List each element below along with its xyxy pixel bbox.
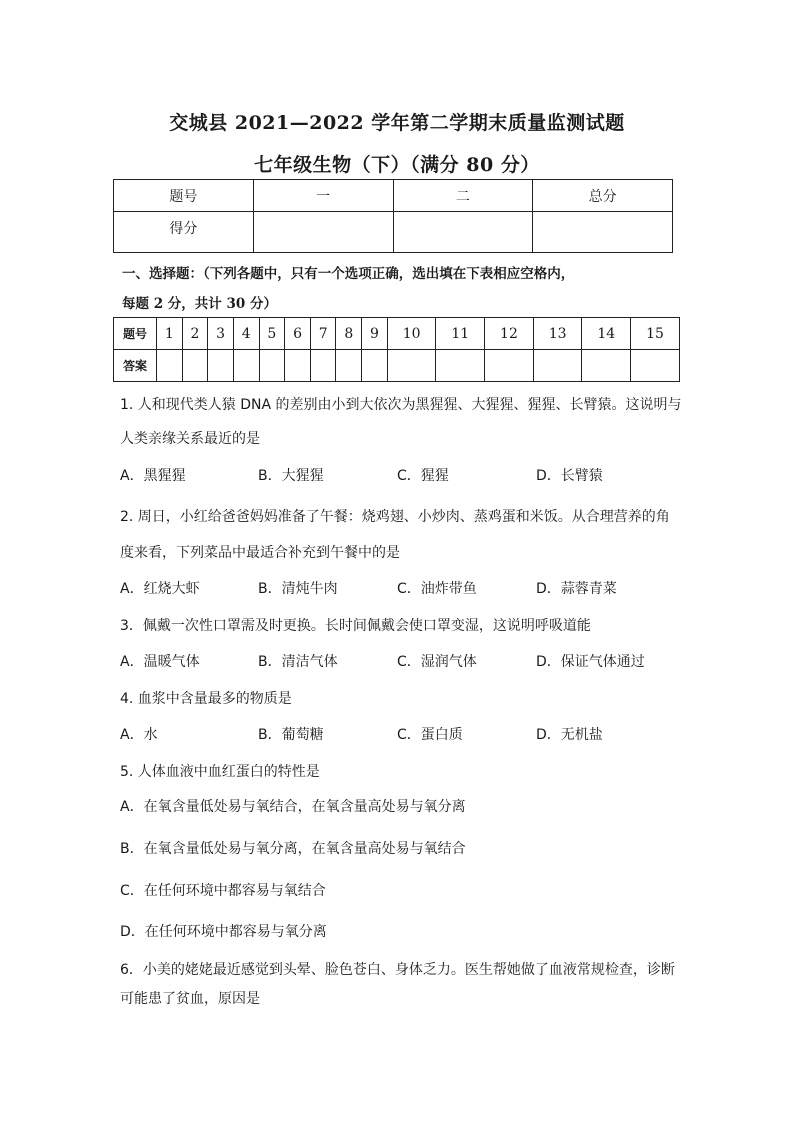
score-header-part2: 二 <box>393 180 533 212</box>
answer-cell-13[interactable] <box>533 350 582 382</box>
exam-title: 交城县 2021—2022 学年第二学期末质量监测试题 <box>169 112 625 134</box>
q1-option-b: B．大猩猩 <box>258 468 324 484</box>
q3-option-c: C．湿润气体 <box>397 654 477 670</box>
score-cell-total[interactable] <box>533 212 673 253</box>
q6-line1: 6．小美的姥姥最近感觉到头晕、脸色苍白、身体乏力。医生帮她做了血液常规检查，诊断 <box>120 962 675 978</box>
q2-option-a: A．红烧大虾 <box>120 581 200 597</box>
q2-option-c: C．油炸带鱼 <box>397 581 477 597</box>
q4-option-c: C．蛋白质 <box>397 727 463 743</box>
section1-instructions-line2: 每题 2 分，共计 30 分） <box>122 296 277 312</box>
answer-number-3: 3 <box>208 318 234 350</box>
answer-number-4: 4 <box>233 318 259 350</box>
answer-number-10: 10 <box>387 318 436 350</box>
answer-table-answer-label: 答案 <box>114 350 157 382</box>
q5-option-c: C．在任何环境中都容易与氧结合 <box>120 883 326 899</box>
q1-option-d: D．长臂猿 <box>536 468 603 484</box>
q1-option-c: C．猩猩 <box>397 468 449 484</box>
q3-option-d: D．保证气体通过 <box>536 654 645 670</box>
q5-option-b: B．在氧含量低处易与氧分离，在氧含量高处易与氧结合 <box>120 841 466 857</box>
q1-line1: 1. 人和现代类人猿 DNA 的差别由小到大依次为黑猩猩、大猩猩、猩猩、长臂猿。这说明与 <box>120 397 682 413</box>
q1-option-a: A．黑猩猩 <box>120 468 186 484</box>
q2-option-d: D．蒜蓉青菜 <box>536 581 617 597</box>
answer-cell-9[interactable] <box>362 350 388 382</box>
answer-number-12: 12 <box>485 318 534 350</box>
q5-option-d: D．在任何环境中都容易与氧分离 <box>120 924 327 940</box>
answer-number-1: 1 <box>157 318 183 350</box>
answer-number-6: 6 <box>285 318 311 350</box>
answer-number-15: 15 <box>631 318 680 350</box>
q4-option-a: A．水 <box>120 727 158 743</box>
exam-subtitle: 七年级生物（下）（满分 80 分） <box>254 154 540 176</box>
q1-line2: 人类亲缘关系最近的是 <box>120 431 260 447</box>
section1-instructions-line1: 一、选择题：（下列各题中，只有一个选项正确，选出填在下表相应空格内， <box>122 266 575 282</box>
q4-line1: 4. 血浆中含量最多的物质是 <box>120 691 292 707</box>
answer-cell-15[interactable] <box>631 350 680 382</box>
answer-cell-8[interactable] <box>336 350 362 382</box>
answer-number-8: 8 <box>336 318 362 350</box>
answer-cell-2[interactable] <box>182 350 208 382</box>
answer-cell-4[interactable] <box>233 350 259 382</box>
score-cell-part2[interactable] <box>393 212 533 253</box>
answer-cell-5[interactable] <box>259 350 285 382</box>
answer-cell-14[interactable] <box>582 350 631 382</box>
answer-cell-3[interactable] <box>208 350 234 382</box>
q5-option-a: A．在氧含量低处易与氧结合，在氧含量高处易与氧分离 <box>120 799 466 815</box>
score-header-total: 总分 <box>533 180 673 212</box>
answer-table <box>113 317 680 382</box>
q5-line1: 5. 人体血液中血红蛋白的特性是 <box>120 764 320 780</box>
answer-cell-1[interactable] <box>157 350 183 382</box>
q4-option-b: B．葡萄糖 <box>258 727 324 743</box>
score-header-part1: 一 <box>253 180 393 212</box>
score-cell-part1[interactable] <box>253 212 393 253</box>
answer-number-9: 9 <box>362 318 388 350</box>
answer-number-2: 2 <box>182 318 208 350</box>
answer-table-number-label: 题号 <box>114 318 157 350</box>
q2-line1: 2. 周日，小红给爸爸妈妈准备了午餐：烧鸡翅、小炒肉、蒸鸡蛋和米饭。从合理营养的角 <box>120 509 670 525</box>
answer-cell-7[interactable] <box>310 350 336 382</box>
answer-number-5: 5 <box>259 318 285 350</box>
q6-line2: 可能患了贫血，原因是 <box>120 991 260 1007</box>
answer-cell-6[interactable] <box>285 350 311 382</box>
answer-cell-12[interactable] <box>485 350 534 382</box>
score-row-label: 得分 <box>114 212 254 253</box>
q3-option-a: A．温暖气体 <box>120 654 200 670</box>
q2-option-b: B．清炖牛肉 <box>258 581 338 597</box>
score-header-number: 题号 <box>114 180 254 212</box>
score-table <box>113 179 673 253</box>
answer-number-14: 14 <box>582 318 631 350</box>
answer-cell-10[interactable] <box>387 350 436 382</box>
q3-option-b: B．清洁气体 <box>258 654 338 670</box>
q4-option-d: D．无机盐 <box>536 727 603 743</box>
q2-line2: 度来看，下列菜品中最适合补充到午餐中的是 <box>120 545 400 561</box>
answer-number-7: 7 <box>310 318 336 350</box>
answer-number-13: 13 <box>533 318 582 350</box>
answer-number-11: 11 <box>436 318 485 350</box>
q3-line1: 3．佩戴一次性口罩需及时更换。长时间佩戴会使口罩变湿，这说明呼吸道能 <box>120 618 591 634</box>
answer-cell-11[interactable] <box>436 350 485 382</box>
